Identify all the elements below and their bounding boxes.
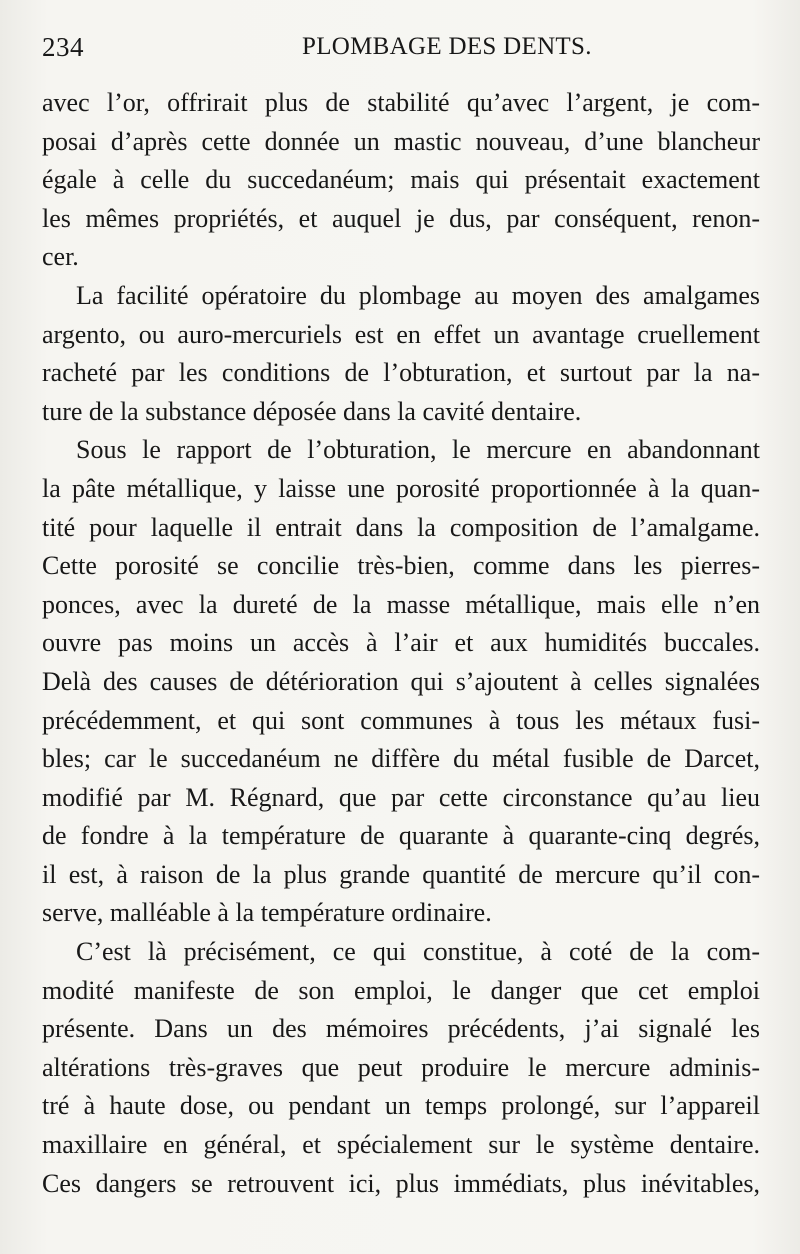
text-line: tité pour laquelle il entrait dans la composition de l’amalgame.: [42, 512, 760, 542]
text-line: modifié par M. Régnard, que par cette circonstance qu’au lieu: [42, 782, 760, 812]
text-line: tré à haute dose, ou pendant un temps prolongé, sur l’appareil: [42, 1091, 760, 1121]
text-line: de fondre à la température de quarante à quarante-cinq degrés,: [42, 821, 760, 851]
running-title: PLOMBAGE DES DENTS.: [302, 33, 592, 60]
page-header: [42, 30, 758, 70]
text-line: les mêmes propriétés, et auquel je dus, par conséquent, renon-: [42, 203, 760, 233]
paragraph: [42, 933, 760, 1203]
text-line: présente. Dans un des mémoires précédents, j’ai signalé les: [42, 1014, 760, 1044]
text-line: modité manifeste de son emploi, le danger que cet emploi: [42, 975, 760, 1005]
text-line: ture de la substance déposée dans la cavité dentaire.: [42, 396, 582, 426]
text-line: argento, ou auro-mercuriels est en effet un avantage cruellement: [42, 319, 760, 349]
body-text: [42, 84, 760, 1203]
text-line: précédemment, et qui sont communes à tous les métaux fusi-: [42, 705, 760, 735]
text-line: avec l’or, offrirait plus de stabilité qu’avec l’argent, je com-: [42, 88, 760, 117]
page-number: 234: [42, 32, 84, 62]
text-line: altérations très-graves que peut produire le mercure adminis-: [42, 1052, 760, 1082]
text-line: cer.: [42, 242, 79, 272]
text-line: racheté par les conditions de l’obturation, et surtout par la na-: [42, 358, 760, 388]
text-line: la pâte métallique, y laisse une porosité proportionnée à la quan-: [42, 473, 760, 503]
text-line: il est, à raison de la plus grande quantité de mercure qu’il con-: [42, 859, 760, 889]
text-line: Delà des causes de détérioration qui s’ajoutent à celles signalées: [42, 666, 760, 696]
text-line: C’est là précisément, ce qui constitue, à coté de la com-: [76, 937, 760, 967]
paragraph: [42, 431, 760, 933]
text-line: ouvre pas moins un accès à l’air et aux humidités buccales.: [42, 628, 760, 658]
text-line: La facilité opératoire du plombage au moyen des amalgames: [76, 280, 760, 310]
text-line: égale à celle du succedanéum; mais qui présentait exactement: [42, 165, 760, 195]
text-line: Sous le rapport de l’obturation, le mercure en abandonnant: [76, 435, 760, 465]
text-line: maxillaire en général, et spécialement sur le système dentaire.: [42, 1130, 760, 1160]
paragraph: [42, 277, 760, 431]
text-line: serve, malléable à la température ordinaire.: [42, 898, 492, 928]
text-line: ponces, avec la dureté de la masse métallique, mais elle n’en: [42, 589, 760, 619]
paragraph: [42, 84, 760, 277]
text-line: Cette porosité se concilie très-bien, comme dans les pierres-: [42, 551, 760, 581]
text-line: posai d’après cette donnée un mastic nouveau, d’une blancheur: [42, 126, 760, 156]
text-line: Ces dangers se retrouvent ici, plus immédiats, plus inévitables,: [42, 1168, 760, 1198]
text-line: bles; car le succedanéum ne diffère du métal fusible de Darcet,: [42, 744, 760, 774]
